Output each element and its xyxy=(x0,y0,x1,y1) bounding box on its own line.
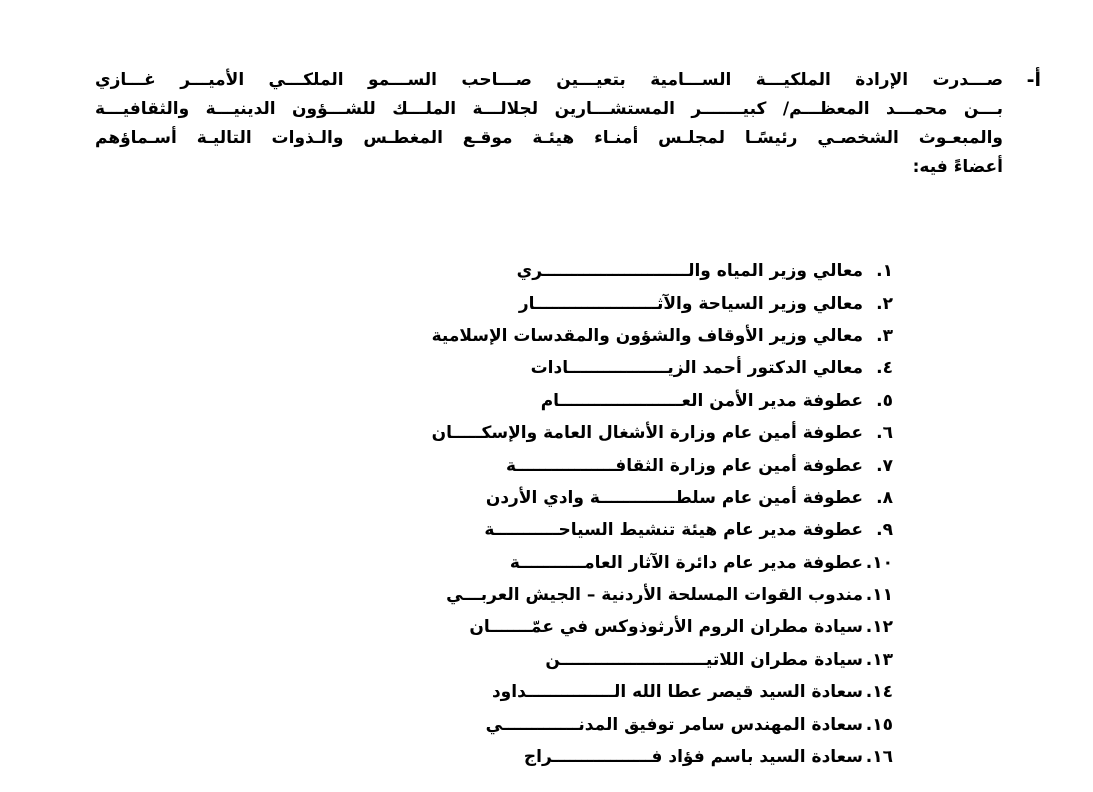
item-text: سعادة السيد باسم فؤاد فـــــــــــــــــراج xyxy=(523,747,863,768)
decree-paragraph xyxy=(95,66,1003,182)
item-number: ١٤. xyxy=(865,682,893,703)
item-text: معالي وزير السياحة والآثـــــــــــــــــــــار xyxy=(518,293,863,314)
paragraph-line: والمبعـوث الشخصـي رئيسًـا لمجلـس أمنـاء هيئـة موقـع المغطـس والـذوات التاليـة أسـماؤهم xyxy=(95,128,1003,148)
item-number: ٥. xyxy=(876,390,893,411)
item-number: ١١. xyxy=(865,585,893,606)
item-number: ١٥. xyxy=(865,714,893,735)
list-item xyxy=(393,741,893,773)
item-text: عطوفة مدير الأمن العـــــــــــــــــــــام xyxy=(540,390,863,411)
item-number: ٢. xyxy=(876,293,893,314)
item-number: ١٢. xyxy=(865,617,893,638)
list-item xyxy=(393,417,893,449)
section-marker: أ- xyxy=(1026,69,1041,91)
list-item xyxy=(393,708,893,740)
item-text: عطوفة أمين عام وزارة الثقافـــــــــــــــــة xyxy=(506,455,863,476)
item-number: ٦. xyxy=(876,423,893,444)
list-item xyxy=(393,482,893,514)
item-text: معالي وزير الأوقاف والشؤون والمقدسات الإسلامية xyxy=(431,325,863,346)
item-text: سعادة السيد قيصر عطا الله الـــــــــــــــداود xyxy=(491,682,863,703)
item-number: ١٣. xyxy=(865,649,893,670)
paragraph-line: بـــن محمـــد المعظـــم/ كبيـــــــر المستشـــارين لجلالـــة الملـــك للشـــؤون الدينيـــة والثقافيـــة xyxy=(95,99,1003,119)
item-number: ٩. xyxy=(876,520,893,541)
list-item xyxy=(393,287,893,319)
list-item xyxy=(393,320,893,352)
list-item xyxy=(393,611,893,643)
item-text: مندوب القوات المسلحة الأردنية – الجيش العربـــي xyxy=(446,585,863,606)
list-item xyxy=(393,579,893,611)
item-text: سعادة المهندس سامر توفيق المدنـــــــــــــي xyxy=(485,714,863,735)
item-number: ٧. xyxy=(876,455,893,476)
item-number: ١٠. xyxy=(865,552,893,573)
item-number: ٣. xyxy=(876,325,893,346)
list-item xyxy=(393,676,893,708)
paragraph-line: أعضاءً فيه: xyxy=(912,157,1003,177)
item-text: عطوفة مدير عام دائرة الآثار العامـــــــــــة xyxy=(509,552,863,573)
item-number: ٨. xyxy=(876,487,893,508)
item-text: معالي وزير المياه والـــــــــــــــــــــــــري xyxy=(516,261,863,282)
list-item xyxy=(393,547,893,579)
item-text: سيادة مطران اللاتيـــــــــــــــــــــــــن xyxy=(545,649,863,670)
item-text: عطوفة أمين عام سلطـــــــــــــة وادي الأردن xyxy=(485,487,863,508)
item-number: ١. xyxy=(876,261,893,282)
item-text: عطوفة أمين عام وزارة الأشغال العامة والإسكـــــان xyxy=(431,423,863,444)
item-number: ٤. xyxy=(876,358,893,379)
item-text: عطوفة مدير عام هيئة تنشيط السياحـــــــــــة xyxy=(484,520,863,541)
members-list xyxy=(393,255,893,773)
item-text: معالي الدكتور أحمد الزيـــــــــــــــــادات xyxy=(530,358,863,379)
item-number: ١٦. xyxy=(865,747,893,768)
list-item xyxy=(393,255,893,287)
list-item xyxy=(393,644,893,676)
paragraph-line: صـــدرت الإرادة الملكيـــة الســـامية بتعيـــين صـــاحب الســـمو الملكـــي الأميـــر غـــازي xyxy=(95,70,1003,90)
item-text: سيادة مطران الروم الأرثوذوكس في عمّـــــــان xyxy=(469,617,863,638)
list-item xyxy=(393,514,893,546)
list-item xyxy=(393,449,893,481)
list-item xyxy=(393,385,893,417)
list-item xyxy=(393,352,893,384)
